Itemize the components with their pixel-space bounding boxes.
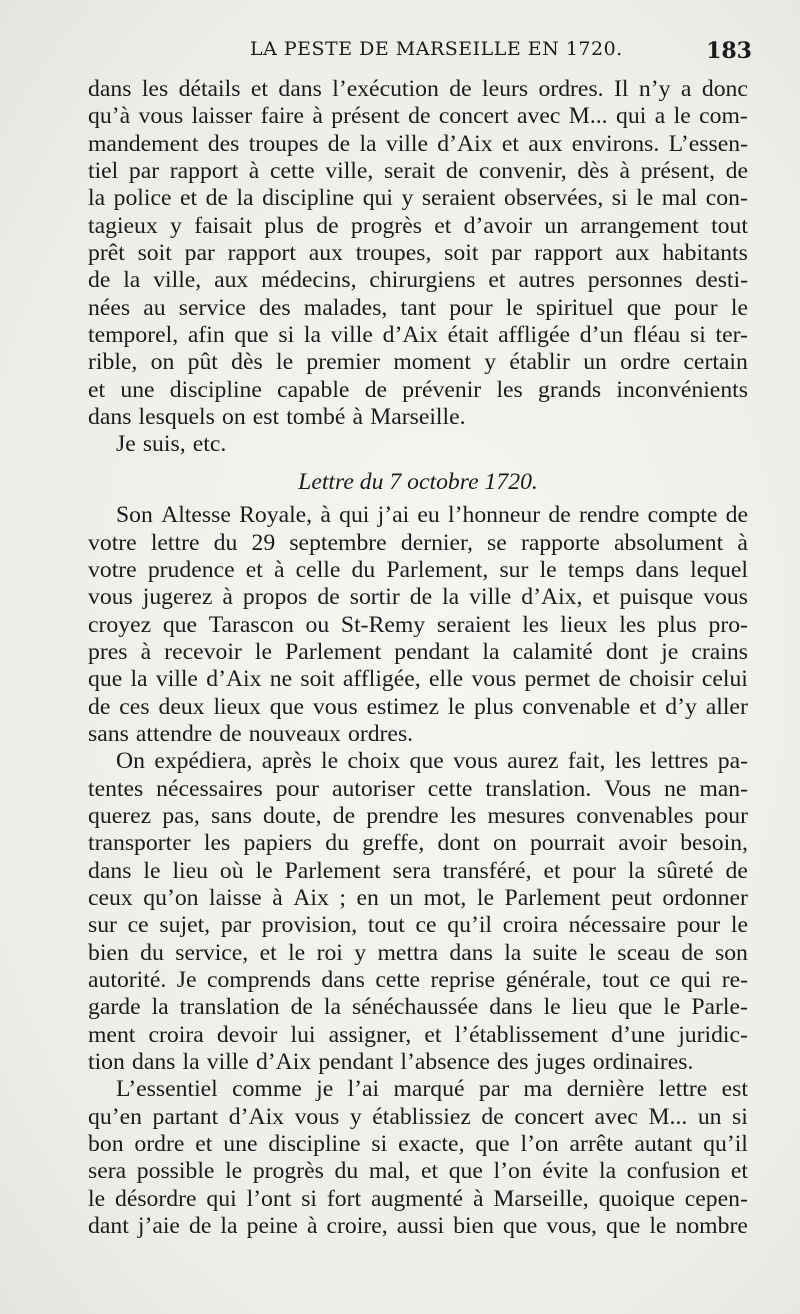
text-line: rible, on pût dès le premier moment y établir un ordre certain: [88, 349, 748, 376]
letter-heading: Lettre du 7 octobre 1720.: [298, 468, 538, 495]
text-line: ment croira devoir lui assigner, et l’établissement d’une juridic-: [88, 1021, 748, 1048]
text-line: dans les détails et dans l’exécution de leurs ordres. Il n’y a donc: [88, 76, 748, 102]
text-line: garde la translation de la sénéchaussée dans le lieu que le Parle-: [88, 994, 748, 1021]
text-line: pres à recevoir le Parlement pendant la calamité dont je crains: [88, 638, 748, 665]
text-line: querez pas, sans doute, de prendre les mesures convenables pour: [88, 802, 748, 829]
page-header: [0, 38, 800, 72]
text-line: L’essentiel comme je l’ai marqué par ma dernière lettre est: [116, 1076, 748, 1103]
text-line: qu’à vous laisser faire à présent de concert avec M... qui a le com-: [88, 103, 748, 130]
text-line: prêt soit par rapport aux troupes, soit par rapport aux habitants: [88, 240, 748, 267]
text-line: On expédiera, après le choix que vous aurez fait, les lettres pa-: [116, 748, 748, 775]
running-title: LA PESTE DE MARSEILLE EN 1720.: [250, 38, 623, 60]
text-line: de la ville, aux médecins, chirurgiens et autres personnes desti-: [88, 267, 748, 294]
body-text: [88, 76, 748, 1240]
text-line: votre prudence et à celle du Parlement, sur le temps dans lequel: [88, 556, 748, 583]
text-line: Son Altesse Royale, à qui j’ai eu l’honneur de rendre compte de: [116, 502, 748, 529]
text-line: que la ville d’Aix ne soit affligée, elle vous permet de choisir celui: [88, 666, 748, 693]
text-line: la police et de la discipline qui y seraient observées, si le mal con-: [88, 185, 748, 212]
text-line: temporel, afin que si la ville d’Aix était affligée d’un fléau si ter-: [88, 322, 748, 349]
text-line: ceux qu’on laisse à Aix ; en un mot, le Parlement peut ordonner: [88, 884, 748, 911]
text-line: mandement des troupes de la ville d’Aix et aux environs. L’essen-: [88, 130, 748, 157]
text-line: sera possible le progrès du mal, et que l’on évite la confusion et: [88, 1158, 748, 1185]
text-line: votre lettre du 29 septembre dernier, se rapporte absolument à: [88, 529, 748, 556]
text-line: nées au service des malades, tant pour le spirituel que pour le: [88, 294, 748, 321]
text-line: sans attendre de nouveaux ordres.: [88, 720, 414, 747]
text-line: sur ce sujet, par provision, tout ce qu’il croira nécessaire pour le: [88, 912, 748, 939]
text-line: tion dans la ville d’Aix pendant l’absence des juges ordinaires.: [88, 1049, 694, 1076]
text-line: autorité. Je comprends dans cette reprise générale, tout ce qui re-: [88, 967, 748, 993]
text-line: tiel par rapport à cette ville, serait de convenir, dès à présent, de: [88, 158, 748, 185]
text-line: tagieux y faisait plus de progrès et d’avoir un arrangement tout: [88, 212, 748, 239]
text-line: Je suis, etc.: [116, 431, 227, 458]
text-line: dans lesquels on est tombé à Marseille.: [88, 404, 466, 431]
text-line: de ces deux lieux que vous estimez le plus convenable et d’y aller: [88, 693, 748, 720]
page-number: 183: [706, 38, 752, 64]
text-line: dans le lieu où le Parlement sera transféré, et pour la sûreté de: [88, 857, 748, 884]
text-line: tentes nécessaires pour autoriser cette translation. Vous ne man-: [88, 775, 748, 802]
text-line: le désordre qui l’ont si fort augmenté à Marseille, quoique cepen-: [88, 1185, 748, 1212]
text-line: vous jugerez à propos de sortir de la ville d’Aix, et puisque vous: [88, 584, 748, 611]
text-line: dant j’aie de la peine à croire, aussi bien que vous, que le nombre: [88, 1213, 748, 1240]
text-line: transporter les papiers du greffe, dont on pourrait avoir besoin,: [88, 830, 748, 857]
text-line: bon ordre et une discipline si exacte, que l’on arrête autant qu’il: [88, 1131, 748, 1158]
text-line: croyez que Tarascon ou St-Remy seraient les lieux les plus pro-: [88, 611, 748, 638]
text-line: et une discipline capable de prévenir les grands inconvénients: [88, 376, 748, 403]
text-line: qu’en partant d’Aix vous y établissiez de concert avec M... un si: [88, 1103, 748, 1130]
text-line: bien du service, et le roi y mettra dans la suite le sceau de son: [88, 939, 748, 966]
